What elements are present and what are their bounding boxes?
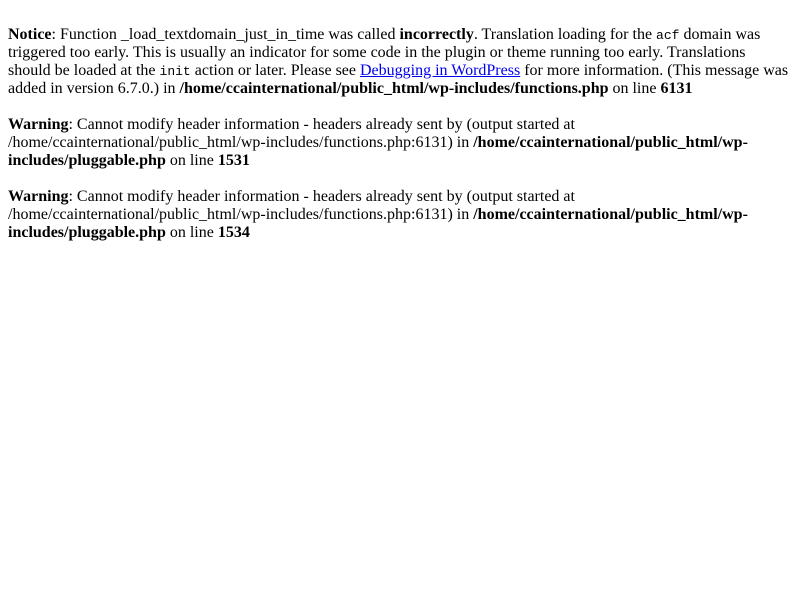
warning-label: Warning: [8, 116, 69, 133]
warning-text: : Cannot modify header information - headers already sent by (output started at /home/ccainternational/public_html/wp-includes/functions.php:6131) in: [8, 116, 575, 151]
warning-file-path: /home/ccainternational/public_html/wp-includes/pluggable.php: [8, 134, 748, 169]
warning-message-1: [8, 116, 748, 169]
warning-line-number: 1534: [217, 224, 250, 241]
warning-on-line-text: on line: [165, 224, 218, 241]
notice-text-5: for more information. (This message was added in version 6.7.0.) in: [8, 62, 789, 97]
warning-line-number: 1531: [217, 152, 250, 169]
debugging-in-wordpress-link[interactable]: Debugging in WordPress: [360, 62, 521, 79]
notice-text-3: domain was triggered too early. This is usually an indicator for some code in the plugin or theme running too early. Translations should be loaded at the: [8, 26, 761, 79]
notice-file-path: /home/ccainternational/public_html/wp-includes/functions.php: [179, 80, 609, 97]
notice-text-4: action or later. Please see: [190, 62, 360, 79]
notice-text-2: . Translation loading for the: [473, 26, 657, 43]
notice-message: [8, 26, 788, 97]
warning-file-path: /home/ccainternational/public_html/wp-includes/pluggable.php: [8, 206, 748, 241]
notice-label: Notice: [8, 26, 52, 43]
warning-label: Warning: [8, 188, 69, 205]
notice-on-line-text: on line: [608, 80, 661, 97]
code-acf-domain: acf: [656, 28, 680, 43]
notice-line-number: 6131: [660, 80, 693, 97]
php-error-output: [8, 8, 792, 242]
notice-text-1: : Function _load_textdomain_just_in_time was called: [51, 26, 400, 43]
warning-on-line-text: on line: [165, 152, 218, 169]
warning-text: : Cannot modify header information - headers already sent by (output started at /home/ccainternational/public_html/wp-includes/functions.php:6131) in: [8, 188, 575, 223]
code-init-action: init: [159, 64, 191, 79]
warning-message-2: [8, 188, 748, 241]
notice-emphasis: incorrectly: [399, 26, 474, 43]
